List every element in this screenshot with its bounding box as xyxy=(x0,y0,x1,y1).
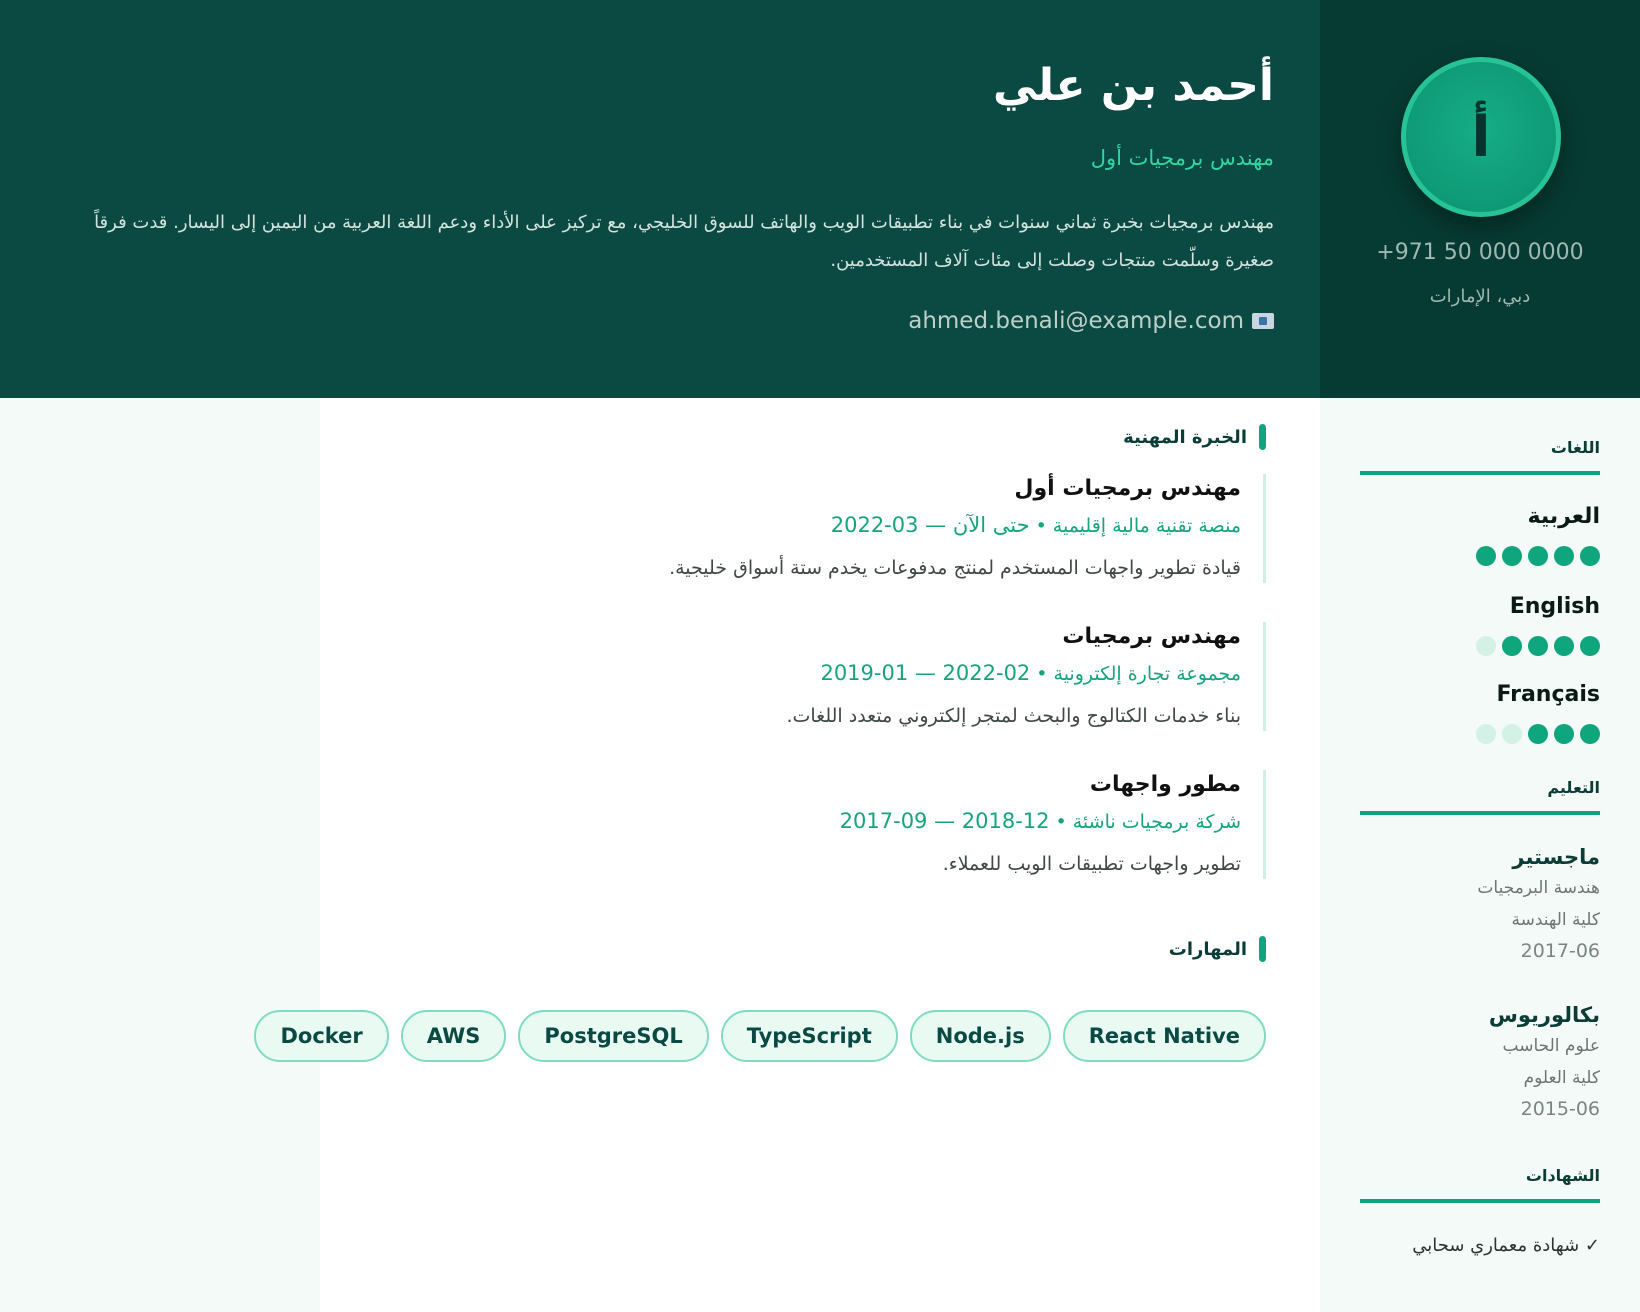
education-item xyxy=(1360,842,1600,966)
education-date: 2015-06 xyxy=(1520,1098,1600,1120)
job-title: مهندس برمجيات أول xyxy=(1014,476,1241,501)
level-dot xyxy=(1476,636,1496,656)
meta-separator: • xyxy=(1055,811,1067,833)
level-dot xyxy=(1554,724,1574,744)
level-dot xyxy=(1502,724,1522,744)
certification-item xyxy=(1360,1235,1600,1256)
language-name: English xyxy=(1509,594,1600,619)
level-dot xyxy=(1476,724,1496,744)
meta-separator: • xyxy=(1036,663,1048,685)
job-description: بناء خدمات الكتالوج والبحث لمتجر إلكتروني متعدد اللغات. xyxy=(786,705,1241,727)
experience-item xyxy=(386,474,1266,583)
education-field: علوم الحاسب xyxy=(1502,1036,1600,1056)
education-degree: ماجستير xyxy=(1512,845,1600,869)
level-dot xyxy=(1476,546,1496,566)
email-address: ahmed.benali@example.com xyxy=(908,308,1244,334)
job-role: مهندس برمجيات أول xyxy=(1090,146,1274,170)
company-name: مجموعة تجارة إلكترونية xyxy=(1053,663,1241,685)
language-name: العربية xyxy=(1527,504,1600,529)
section-bar xyxy=(1259,936,1266,962)
level-dot xyxy=(1554,636,1574,656)
skill-chip: Docker xyxy=(254,1010,388,1062)
level-dot xyxy=(1580,636,1600,656)
education-school: كلية العلوم xyxy=(1523,1068,1600,1088)
person-name: أحمد بن علي xyxy=(993,60,1274,111)
education-date: 2017-06 xyxy=(1520,940,1600,962)
header-sidebar xyxy=(1320,0,1640,398)
section-bar xyxy=(1259,424,1266,450)
sidebar-heading-certifications: الشهادات xyxy=(1360,1166,1600,1203)
skills-list xyxy=(280,1010,1266,1062)
language-level xyxy=(1360,636,1600,656)
job-title: مطور واجهات xyxy=(1089,772,1241,797)
education-degree: بكالوريوس xyxy=(1488,1003,1600,1027)
education-school: كلية الهندسة xyxy=(1511,910,1600,930)
language-item xyxy=(1360,502,1600,566)
section-title-skills xyxy=(1169,936,1266,962)
certification-name: شهادة معماري سحابي xyxy=(1412,1235,1580,1256)
job-dates: 2022-03 — حتى الآن xyxy=(830,513,1030,537)
skill-chip: React Native xyxy=(1063,1010,1266,1062)
job-description: قيادة تطوير واجهات المستخدم لمنتج مدفوعات يخدم ستة أسواق خليجية. xyxy=(669,557,1241,579)
location: دبي، الإمارات xyxy=(1429,286,1531,307)
check-icon: ✓ xyxy=(1584,1235,1600,1256)
section-label: الخبرة المهنية xyxy=(1123,426,1247,448)
job-title: مهندس برمجيات xyxy=(1062,624,1241,649)
skill-chip: PostgreSQL xyxy=(518,1010,708,1062)
main-content xyxy=(280,398,1320,1312)
email-link[interactable] xyxy=(908,308,1274,334)
skill-chip: Node.js xyxy=(910,1010,1051,1062)
education-field: هندسة البرمجيات xyxy=(1477,878,1600,898)
section-title-experience xyxy=(1123,424,1266,450)
job-description: تطوير واجهات تطبيقات الويب للعملاء. xyxy=(942,853,1241,875)
level-dot xyxy=(1528,636,1548,656)
education-item xyxy=(1360,1000,1600,1124)
phone-number: +971 50 000 0000 xyxy=(1376,240,1584,265)
job-meta xyxy=(386,658,1241,689)
company-name: شركة برمجيات ناشئة xyxy=(1072,811,1241,833)
level-dot xyxy=(1502,546,1522,566)
sidebar-heading-languages: اللغات xyxy=(1360,438,1600,475)
language-level xyxy=(1360,546,1600,566)
level-dot xyxy=(1502,636,1522,656)
level-dot xyxy=(1580,724,1600,744)
language-name: Français xyxy=(1496,682,1600,707)
experience-item xyxy=(386,622,1266,731)
header xyxy=(0,0,1640,398)
level-dot xyxy=(1554,546,1574,566)
language-item xyxy=(1360,680,1600,744)
skill-chip: TypeScript xyxy=(721,1010,898,1062)
language-item xyxy=(1360,592,1600,656)
skill-chip: AWS xyxy=(401,1010,507,1062)
level-dot xyxy=(1528,724,1548,744)
email-icon xyxy=(1252,313,1274,329)
level-dot xyxy=(1580,546,1600,566)
profile-summary: مهندس برمجيات بخبرة ثماني سنوات في بناء تطبيقات الويب والهاتف للسوق الخليجي، مع تركيز على الأداء ودعم اللغة العربية من اليمين إلى اليسار. قدت فرقاً صغيرة وسلّمت منتجات وصلت إلى مئات آلاف المستخدمين. xyxy=(94,212,1274,271)
sidebar-heading-education: التعليم xyxy=(1360,778,1600,815)
job-dates: 2019-01 — 2022-02 xyxy=(820,661,1031,685)
level-dot xyxy=(1528,546,1548,566)
company-name: منصة تقنية مالية إقليمية xyxy=(1052,515,1241,537)
avatar: أ xyxy=(1401,57,1561,217)
section-label: المهارات xyxy=(1168,938,1247,960)
job-dates: 2017-09 — 2018-12 xyxy=(839,809,1050,833)
job-meta xyxy=(386,510,1241,541)
experience-item xyxy=(386,770,1266,879)
meta-separator: • xyxy=(1035,515,1047,537)
job-meta xyxy=(386,806,1241,837)
language-level xyxy=(1360,724,1600,744)
